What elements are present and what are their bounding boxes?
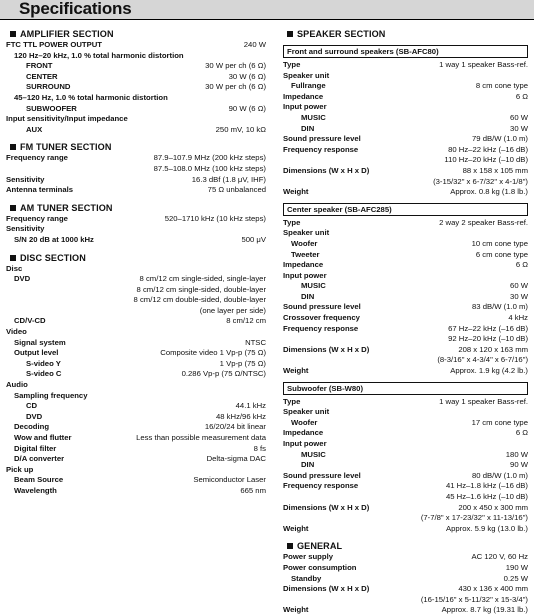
spec-row bbox=[6, 412, 266, 423]
spec-row bbox=[6, 224, 266, 235]
spec-label: 120 Hz–20 kHz, 1.0 % total harmonic distortion bbox=[14, 50, 184, 60]
spec-label: FRONT bbox=[26, 61, 53, 71]
title-rule bbox=[0, 19, 534, 20]
spec-label: Frequency range bbox=[6, 153, 68, 163]
spec-value: 92 Hz–20 kHz (–10 dB) bbox=[448, 334, 528, 344]
spec-label: Signal system bbox=[14, 337, 66, 347]
spec-value: 44.1 kHz bbox=[235, 401, 266, 411]
subheading-center: Center speaker (SB-AFC285) bbox=[283, 203, 528, 216]
spec-row bbox=[283, 81, 528, 92]
spec-label: DVD bbox=[26, 411, 43, 421]
spec-label: Standby bbox=[291, 573, 322, 583]
spec-label: Wavelength bbox=[14, 485, 57, 495]
spec-label: S-video C bbox=[26, 369, 62, 379]
subheading-front-surround: Front and surround speakers (SB-AFC80) bbox=[283, 45, 528, 58]
spec-value: 41 Hz–1.8 kHz (–16 dB) bbox=[445, 481, 528, 491]
spec-row bbox=[283, 124, 528, 135]
spec-row bbox=[283, 345, 528, 356]
spec-value: Delta-sigma DAC bbox=[206, 454, 266, 464]
disc-section-spec-list bbox=[6, 264, 266, 497]
spec-label: Woofer bbox=[291, 417, 318, 427]
spec-value: 80 dB/W (1.0 m) bbox=[472, 470, 528, 480]
fm-tuner-section-spec-list bbox=[6, 153, 266, 195]
amplifier-section-spec-list bbox=[6, 40, 266, 135]
spec-label: Impedance bbox=[283, 91, 324, 101]
spec-row bbox=[6, 185, 266, 196]
spec-value: 0.25 W bbox=[503, 573, 528, 583]
spec-row bbox=[6, 486, 266, 497]
spec-label: Input power bbox=[283, 439, 327, 448]
spec-row bbox=[6, 306, 266, 317]
spec-row bbox=[283, 428, 528, 439]
spec-row bbox=[6, 285, 266, 296]
spec-label: DIN bbox=[301, 460, 315, 470]
spec-value: 30 W (6 Ω) bbox=[228, 71, 266, 81]
spec-value: (7-7/8" x 17-23/32" x 11-13/16") bbox=[420, 513, 528, 523]
spec-row bbox=[283, 71, 528, 82]
spec-label: Dimensions (W x H x D) bbox=[283, 502, 370, 512]
spec-row bbox=[283, 407, 528, 418]
spec-row bbox=[283, 524, 528, 535]
spec-value: 48 kHz/96 kHz bbox=[216, 411, 266, 421]
title-bar bbox=[0, 0, 534, 20]
spec-row bbox=[6, 422, 266, 433]
spec-label: S/N 20 dB at 1000 kHz bbox=[14, 234, 94, 244]
spec-label: MUSIC bbox=[301, 112, 326, 122]
subwoofer-spec-list bbox=[283, 397, 528, 535]
left-column bbox=[6, 28, 266, 497]
spec-label: MUSIC bbox=[301, 449, 326, 459]
spec-label: Audio bbox=[6, 380, 28, 390]
spec-label: Input power bbox=[283, 270, 327, 280]
spec-row bbox=[283, 584, 528, 595]
spec-row bbox=[6, 327, 266, 338]
spec-label: Power consumption bbox=[283, 562, 357, 572]
spec-value: 10 cm cone type bbox=[471, 238, 528, 248]
spec-value: 190 W bbox=[505, 562, 528, 572]
spec-row bbox=[283, 552, 528, 563]
spec-row bbox=[6, 114, 266, 125]
spec-label: Weight bbox=[283, 366, 309, 376]
spec-row bbox=[283, 218, 528, 229]
spec-row bbox=[6, 61, 266, 72]
spec-value: 1 way 1 speaker Bass-ref. bbox=[439, 396, 528, 406]
spec-value: 17 cm cone type bbox=[471, 417, 528, 427]
spec-value: (3-15/32" x 6-7/32" x 4-1/8") bbox=[433, 176, 528, 186]
spec-value: 8 cm/12 cm single-sided, double-layer bbox=[136, 284, 266, 294]
spec-row bbox=[283, 102, 528, 113]
spec-label: Speaker unit bbox=[283, 228, 330, 238]
spec-label: Dimensions (W x H x D) bbox=[283, 344, 370, 354]
spec-row bbox=[6, 295, 266, 306]
spec-label: Sampling frequency bbox=[14, 390, 88, 400]
spec-row bbox=[283, 481, 528, 492]
spec-row bbox=[6, 475, 266, 486]
spec-label: MUSIC bbox=[301, 281, 326, 291]
spec-row bbox=[283, 166, 528, 177]
spec-row bbox=[6, 153, 266, 164]
spec-row bbox=[283, 302, 528, 313]
spec-row bbox=[283, 239, 528, 250]
spec-label: Weight bbox=[283, 523, 309, 533]
section-heading-amplifier-section: AMPLIFIER SECTION bbox=[6, 28, 266, 40]
section-heading-fm-tuner-section: FM TUNER SECTION bbox=[6, 141, 266, 153]
spec-value: Composite video 1 Vp-p (75 Ω) bbox=[160, 348, 266, 358]
spec-value: 75 Ω unbalanced bbox=[207, 185, 266, 195]
section-heading-disc-section: DISC SECTION bbox=[6, 252, 266, 264]
spec-label: Antenna terminals bbox=[6, 185, 74, 195]
spec-value: 2 way 2 speaker Bass-ref. bbox=[439, 217, 528, 227]
spec-row bbox=[6, 93, 266, 104]
spec-value: 16.3 dBf (1.8 μV, IHF) bbox=[191, 174, 266, 184]
spec-value: AC 120 V, 60 Hz bbox=[471, 552, 528, 562]
spec-value: 67 Hz–22 kHz (–16 dB) bbox=[448, 323, 528, 333]
spec-row bbox=[283, 155, 528, 166]
spec-value: 6 Ω bbox=[515, 91, 528, 101]
spec-row bbox=[283, 418, 528, 429]
spec-label: CD bbox=[26, 401, 38, 411]
front-spec-list bbox=[283, 60, 528, 198]
spec-row bbox=[283, 260, 528, 271]
spec-value: 6 Ω bbox=[515, 260, 528, 270]
spec-label: DIN bbox=[301, 291, 315, 301]
spec-label: CD/V-CD bbox=[14, 316, 46, 326]
spec-label: Output level bbox=[14, 348, 59, 358]
spec-label: Beam Source bbox=[14, 475, 64, 485]
spec-value: 83 dB/W (1.0 m) bbox=[472, 302, 528, 312]
spec-value: 8 fs bbox=[253, 443, 266, 453]
spec-label: Frequency response bbox=[283, 481, 359, 491]
spec-row bbox=[283, 113, 528, 124]
spec-row bbox=[283, 92, 528, 103]
spec-row bbox=[283, 250, 528, 261]
spec-row bbox=[6, 359, 266, 370]
spec-label: S-video Y bbox=[26, 358, 61, 368]
spec-row bbox=[283, 355, 528, 366]
spec-label: SUBWOOFER bbox=[26, 103, 77, 113]
spec-value: (16-15/16" x 5-11/32" x 15-3/4") bbox=[420, 594, 528, 604]
spec-value: 45 Hz–1.6 kHz (–10 dB) bbox=[445, 491, 528, 501]
spec-value: 1 Vp-p (75 Ω) bbox=[219, 358, 266, 368]
spec-label: Speaker unit bbox=[283, 70, 330, 80]
spec-row bbox=[283, 397, 528, 408]
spec-row bbox=[283, 60, 528, 71]
spec-row bbox=[283, 503, 528, 514]
spec-label: AUX bbox=[26, 124, 43, 134]
spec-row bbox=[6, 444, 266, 455]
spec-row bbox=[6, 316, 266, 327]
spec-value: 6 Ω bbox=[515, 428, 528, 438]
spec-value: 80 Hz–22 kHz (–16 dB) bbox=[448, 144, 528, 154]
spec-row bbox=[6, 369, 266, 380]
spec-row bbox=[6, 454, 266, 465]
spec-row bbox=[283, 471, 528, 482]
section-heading-general: GENERAL bbox=[283, 540, 528, 552]
spec-value: 0.286 Vp-p (75 Ω/NTSC) bbox=[181, 369, 266, 379]
spec-value: 665 nm bbox=[240, 485, 266, 495]
spec-row bbox=[6, 125, 266, 136]
spec-label: Digital filter bbox=[14, 443, 57, 453]
section-heading-am-tuner-section: AM TUNER SECTION bbox=[6, 202, 266, 214]
spec-row bbox=[6, 214, 266, 225]
spec-label: Dimensions (W x H x D) bbox=[283, 165, 370, 175]
spec-label: Dimensions (W x H x D) bbox=[283, 584, 370, 594]
spec-row bbox=[6, 391, 266, 402]
spec-row bbox=[6, 380, 266, 391]
spec-value: 208 x 120 x 163 mm bbox=[458, 344, 528, 354]
spec-value: 8 cm/12 cm single-sided, single-layer bbox=[139, 274, 266, 284]
spec-label: Tweeter bbox=[291, 249, 320, 259]
spec-label: Wow and flutter bbox=[14, 433, 72, 442]
spec-label: FTC TTL POWER OUTPUT bbox=[6, 40, 102, 49]
spec-value: 8 cm cone type bbox=[475, 81, 528, 91]
right-column bbox=[283, 28, 528, 616]
spec-label: Pick up bbox=[6, 464, 34, 474]
spec-row bbox=[283, 492, 528, 503]
spec-row bbox=[6, 433, 266, 444]
spec-row bbox=[283, 334, 528, 345]
spec-value: 250 mV, 10 kΩ bbox=[215, 124, 266, 134]
spec-value: 200 x 450 x 300 mm bbox=[458, 502, 528, 512]
spec-label: Type bbox=[283, 217, 301, 227]
spec-label: Sensitivity bbox=[6, 224, 45, 234]
spec-row bbox=[6, 51, 266, 62]
spec-value: 79 dB/W (1.0 m) bbox=[472, 134, 528, 144]
spec-label: Decoding bbox=[14, 422, 50, 432]
spec-row bbox=[283, 605, 528, 616]
spec-value: 240 W bbox=[243, 40, 266, 49]
spec-label: Woofer bbox=[291, 238, 318, 248]
spec-label: Weight bbox=[283, 605, 309, 615]
spec-value: 110 Hz–20 kHz (–10 dB) bbox=[444, 155, 528, 165]
spec-value: 1 way 1 speaker Bass-ref. bbox=[439, 60, 528, 69]
spec-label: D/A converter bbox=[14, 454, 65, 464]
spec-value: 60 W bbox=[510, 281, 528, 291]
general-spec-list bbox=[283, 552, 528, 616]
spec-label: Speaker unit bbox=[283, 407, 330, 417]
spec-label: DIN bbox=[301, 123, 315, 133]
spec-row bbox=[283, 513, 528, 524]
spec-value: Semiconductor Laser bbox=[193, 475, 266, 485]
spec-value: Approx. 0.8 kg (1.8 lb.) bbox=[450, 187, 528, 197]
spec-label: Impedance bbox=[283, 260, 324, 270]
spec-label: Input power bbox=[283, 102, 327, 112]
spec-value: Approx. 5.9 kg (13.0 lb.) bbox=[445, 523, 528, 533]
spec-row bbox=[283, 439, 528, 450]
spec-row bbox=[283, 595, 528, 606]
spec-row bbox=[283, 145, 528, 156]
spec-label: Video bbox=[6, 327, 27, 337]
spec-label: Frequency response bbox=[283, 144, 359, 154]
spec-row bbox=[6, 274, 266, 285]
spec-row bbox=[283, 187, 528, 198]
spec-value: 500 μV bbox=[241, 234, 266, 244]
spec-row bbox=[283, 366, 528, 377]
spec-row bbox=[6, 338, 266, 349]
spec-label: Power supply bbox=[283, 552, 333, 562]
spec-row bbox=[283, 450, 528, 461]
spec-value: 30 W per ch (6 Ω) bbox=[205, 82, 266, 92]
spec-label: CENTER bbox=[26, 71, 58, 81]
spec-label: SURROUND bbox=[26, 82, 71, 92]
spec-value: NTSC bbox=[245, 337, 266, 347]
spec-label: Crossover frequency bbox=[283, 313, 360, 323]
spec-label: DVD bbox=[14, 274, 31, 284]
spec-value: Less than possible measurement data bbox=[136, 433, 266, 442]
spec-row bbox=[283, 281, 528, 292]
spec-row bbox=[6, 40, 266, 51]
spec-row bbox=[283, 292, 528, 303]
spec-value: 30 W bbox=[510, 291, 528, 301]
spec-label: Type bbox=[283, 60, 301, 69]
subheading-subwoofer: Subwoofer (SB-W80) bbox=[283, 382, 528, 395]
spec-row bbox=[6, 401, 266, 412]
spec-value: 8 cm/12 cm bbox=[226, 316, 266, 326]
spec-label: Frequency response bbox=[283, 323, 359, 333]
spec-value: (8-3/16" x 4-3/4" x 6-7/16") bbox=[437, 355, 528, 365]
spec-row bbox=[283, 574, 528, 585]
spec-value: Approx. 1.9 kg (4.2 lb.) bbox=[450, 366, 528, 376]
spec-value: 87.5–108.0 MHz (100 kHz steps) bbox=[153, 163, 266, 173]
spec-value: 180 W bbox=[505, 449, 528, 459]
spec-value: 6 cm cone type bbox=[475, 249, 528, 259]
section-heading-speaker: SPEAKER SECTION bbox=[283, 28, 528, 40]
spec-label: Sound pressure level bbox=[283, 134, 361, 144]
spec-label: Sensitivity bbox=[6, 174, 45, 184]
spec-value: 60 W bbox=[510, 112, 528, 122]
spec-label: Input sensitivity/Input impedance bbox=[6, 114, 128, 124]
spec-row bbox=[6, 164, 266, 175]
spec-row bbox=[6, 348, 266, 359]
spec-value: 90 W (6 Ω) bbox=[228, 103, 266, 113]
spec-label: Type bbox=[283, 396, 301, 406]
center-spec-list bbox=[283, 218, 528, 377]
spec-value: 88 x 158 x 105 mm bbox=[462, 165, 528, 175]
spec-label: Impedance bbox=[283, 428, 324, 438]
spec-row bbox=[6, 104, 266, 115]
spec-label: Fullrange bbox=[291, 81, 326, 91]
spec-value: 30 W bbox=[510, 123, 528, 133]
spec-row bbox=[6, 175, 266, 186]
spec-row bbox=[283, 563, 528, 574]
spec-value: 90 W bbox=[510, 460, 528, 470]
spec-row bbox=[6, 72, 266, 83]
spec-row bbox=[283, 134, 528, 145]
spec-row bbox=[6, 235, 266, 246]
spec-value: 4 kHz bbox=[508, 313, 528, 323]
spec-row bbox=[6, 465, 266, 476]
spec-value: 430 x 136 x 400 mm bbox=[458, 584, 528, 594]
spec-label: Disc bbox=[6, 263, 23, 273]
spec-row bbox=[283, 177, 528, 188]
spec-row bbox=[283, 313, 528, 324]
spec-value: 520–1710 kHz (10 kHz steps) bbox=[164, 213, 266, 223]
page-title: Specifications bbox=[19, 0, 132, 18]
spec-row bbox=[6, 82, 266, 93]
spec-value: Approx. 8.7 kg (19.31 lb.) bbox=[441, 605, 528, 615]
spec-label: Frequency range bbox=[6, 213, 68, 223]
spec-row bbox=[6, 264, 266, 275]
spec-row bbox=[283, 271, 528, 282]
spec-label: Sound pressure level bbox=[283, 470, 361, 480]
spec-value: 87.9–107.9 MHz (200 kHz steps) bbox=[153, 153, 266, 163]
spec-row bbox=[283, 324, 528, 335]
spec-value: (one layer per side) bbox=[199, 305, 266, 315]
spec-row bbox=[283, 228, 528, 239]
spec-value: 16/20/24 bit linear bbox=[204, 422, 266, 432]
am-tuner-section-spec-list bbox=[6, 214, 266, 246]
spec-value: 30 W per ch (6 Ω) bbox=[205, 61, 266, 71]
spec-value: 8 cm/12 cm double-sided, double-layer bbox=[133, 295, 266, 305]
spec-row bbox=[283, 460, 528, 471]
spec-label: 45–120 Hz, 1.0 % total harmonic distortion bbox=[14, 92, 168, 102]
spec-label: Weight bbox=[283, 187, 309, 197]
spec-label: Sound pressure level bbox=[283, 302, 361, 312]
